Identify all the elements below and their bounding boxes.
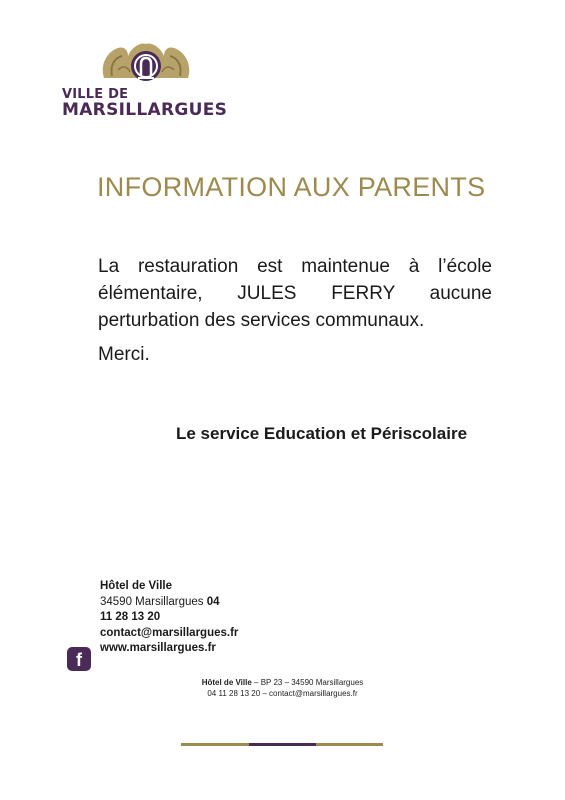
contact-block [100, 579, 238, 657]
logo-line-2: MARSILLARGUES [62, 100, 228, 120]
logo-line-1: VILLE DE [62, 87, 129, 102]
footer-rule-middle [249, 743, 316, 746]
crest-icon [98, 38, 194, 88]
footer-line-2: 04 11 28 13 20 – contact@marsillargues.fr [207, 689, 358, 698]
phone-number: 11 28 13 20 [100, 611, 161, 623]
footer-name: Hôtel de Ville [201, 678, 252, 687]
website-link[interactable]: www.marsillargues.fr [100, 642, 216, 654]
city-logo [62, 38, 242, 124]
footer-rule-right [316, 743, 383, 746]
signature: Le service Education et Périscolaire [176, 424, 468, 443]
email-link[interactable]: contact@marsillargues.fr [100, 626, 239, 639]
phone-prefix: 04 [206, 595, 220, 608]
notice-paragraph: La restauration est maintenue à l’école élémentaire, JULES FERRY aucune perturbation des services communaux. [98, 256, 492, 331]
footer-rule-left [181, 743, 249, 746]
footer-line-1 [150, 677, 415, 688]
footer [150, 677, 415, 699]
footer-address: – BP 23 – 34590 Marsillargues [251, 678, 364, 687]
address-city-line [100, 595, 238, 611]
facebook-icon[interactable]: f [67, 647, 91, 671]
page-title: INFORMATION AUX PARENTS [97, 172, 486, 202]
thanks-text: Merci. [98, 344, 150, 365]
address-city: 34590 Marsillargues [100, 595, 207, 608]
address-name: Hôtel de Ville [100, 580, 173, 592]
